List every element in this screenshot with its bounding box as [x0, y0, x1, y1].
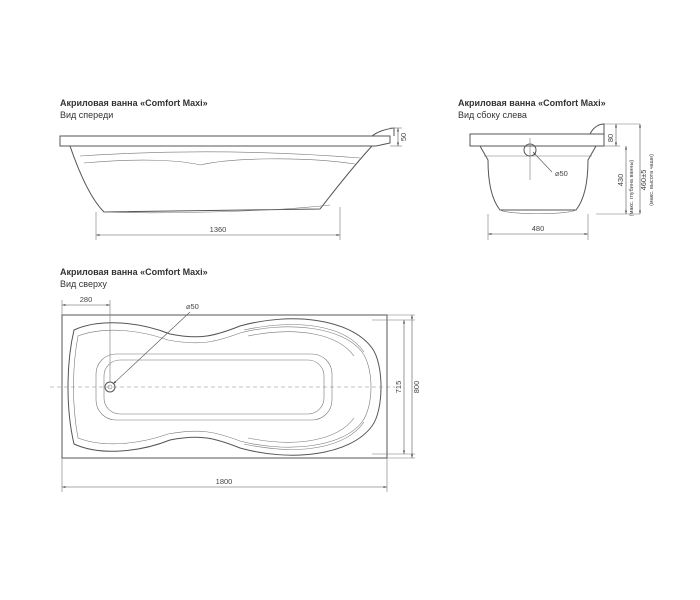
- side-height-label: 460±5: [639, 169, 648, 191]
- side-depth-note: (макс. глубина ванны): [629, 159, 635, 217]
- side-top-label: 80: [606, 133, 615, 143]
- side-depth-label: 430: [616, 173, 625, 187]
- top-width-label: 800: [412, 380, 421, 394]
- top-inner-width-label: 715: [394, 380, 403, 394]
- top-offset-label: 280: [79, 295, 93, 304]
- front-view-drawing: [60, 128, 408, 240]
- side-width-label: 480: [531, 224, 545, 233]
- top-length-label: 1800: [215, 477, 233, 486]
- front-view-title: Акриловая ванна «Comfort Maxi»: [60, 98, 208, 108]
- front-rim: [60, 136, 390, 146]
- top-drain-label: ⌀50: [186, 302, 199, 311]
- top-view-subtitle: Вид сверху: [60, 279, 107, 289]
- top-view-title: Акриловая ванна «Comfort Maxi»: [60, 267, 208, 277]
- side-height-note: (макс. высота чаши): [649, 154, 655, 206]
- side-drain-label: ⌀50: [555, 169, 568, 178]
- top-view-drawing: [50, 295, 421, 492]
- front-view-subtitle: Вид спереди: [60, 110, 114, 120]
- front-contour-line: [84, 159, 355, 165]
- side-headrest: [590, 124, 604, 134]
- side-drain-leader: [533, 152, 552, 172]
- front-height-label: 50: [399, 132, 408, 142]
- side-view-subtitle: Вид сбоку слева: [458, 110, 527, 120]
- side-body: [480, 146, 596, 210]
- front-length-label: 1360: [209, 225, 227, 234]
- side-view-drawing: [470, 124, 655, 240]
- top-headrest-line-2: [248, 332, 354, 356]
- side-base: [500, 210, 576, 214]
- top-headrest-line-4: [248, 418, 354, 442]
- side-view-title: Акриловая ванна «Comfort Maxi»: [458, 98, 606, 108]
- front-waist-line: [80, 152, 360, 158]
- side-rim: [470, 134, 604, 146]
- top-outline: [62, 315, 387, 458]
- front-headrest: [372, 128, 394, 136]
